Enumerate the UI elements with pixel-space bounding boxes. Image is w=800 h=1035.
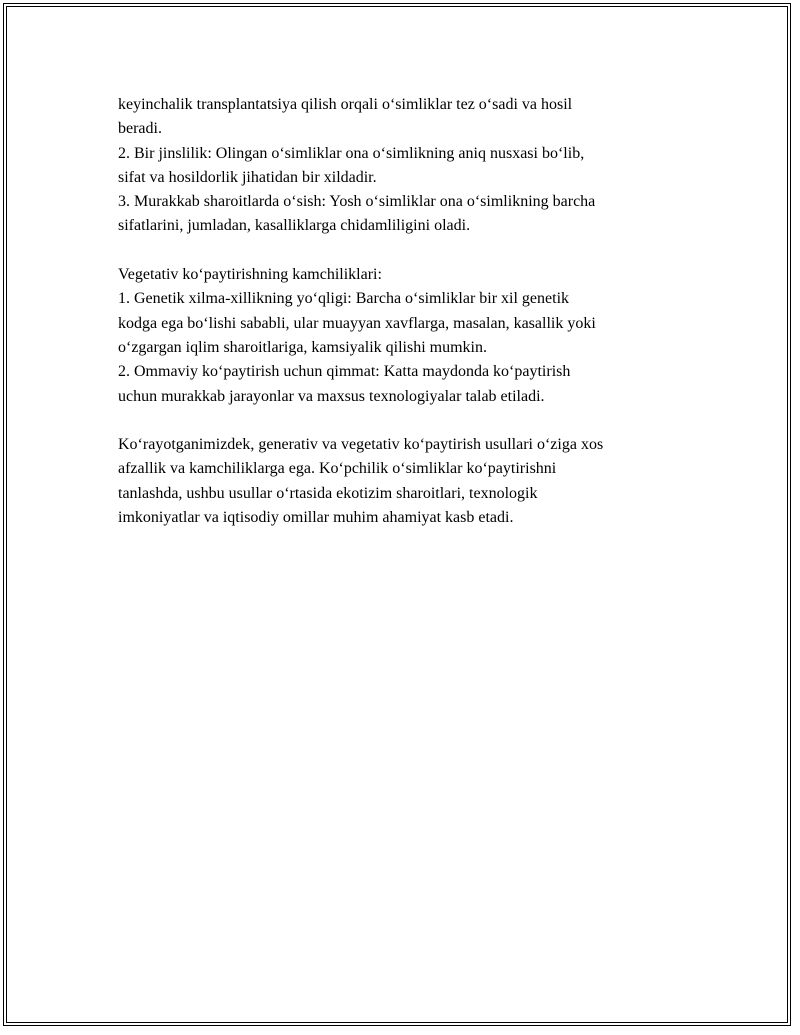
text-line: kodga ega bo‘lishi sababli, ular muayyan xavflarga, masalan, kasallik yoki [118,314,596,332]
paragraph-advantages-continued [118,93,718,239]
text-line: 1. Genetik xilma-xillikning yo‘qligi: Barcha o‘simliklar bir xil genetik [118,290,570,308]
text-line: afzallik va kamchiliklarga ega. Ko‘pchilik o‘simliklar ko‘paytirishni [118,460,557,478]
text-line: uchun murakkab jarayonlar va maxsus texnologiyalar talab etiladi. [118,387,545,405]
text-line: 3. Murakkab sharoitlarda o‘sish: Yosh o‘simliklar ona o‘simlikning barcha [118,193,596,211]
paragraph-disadvantages [118,263,718,409]
text-line: Ko‘rayotganimizdek, generativ va vegetativ ko‘paytirish usullari o‘ziga xos [118,436,604,454]
text-line: sifatlarini, jumladan, kasalliklarga chidamliligini oladi. [118,217,471,235]
text-line: sifat va hosildorlik jihatidan bir xildadir. [118,168,377,186]
paragraph-spacer [118,239,718,263]
text-line: tanlashda, ushbu usullar o‘rtasida ekotizim sharoitlari, texnologik [118,484,538,502]
text-line: beradi. [118,120,162,138]
paragraph-conclusion [118,433,718,530]
text-line: keyinchalik transplantatsiya qilish orqali o‘simliklar tez o‘sadi va hosil [118,96,573,113]
section-heading: Vegetativ ko‘paytirishning kamchiliklari: [118,266,382,284]
document-body [118,93,718,530]
paragraph-spacer [118,409,718,433]
text-line: 2. Ommaviy ko‘paytirish uchun qimmat: Katta maydonda ko‘paytirish [118,363,571,381]
text-line: o‘zgargan iqlim sharoitlariga, kamsiyalik qilishi mumkin. [118,338,487,356]
text-line: 2. Bir jinslilik: Olingan o‘simliklar ona o‘simlikning aniq nusxasi bo‘lib, [118,144,585,162]
text-line: imkoniyatlar va iqtisodiy omillar muhim ahamiyat kasb etadi. [118,509,514,527]
